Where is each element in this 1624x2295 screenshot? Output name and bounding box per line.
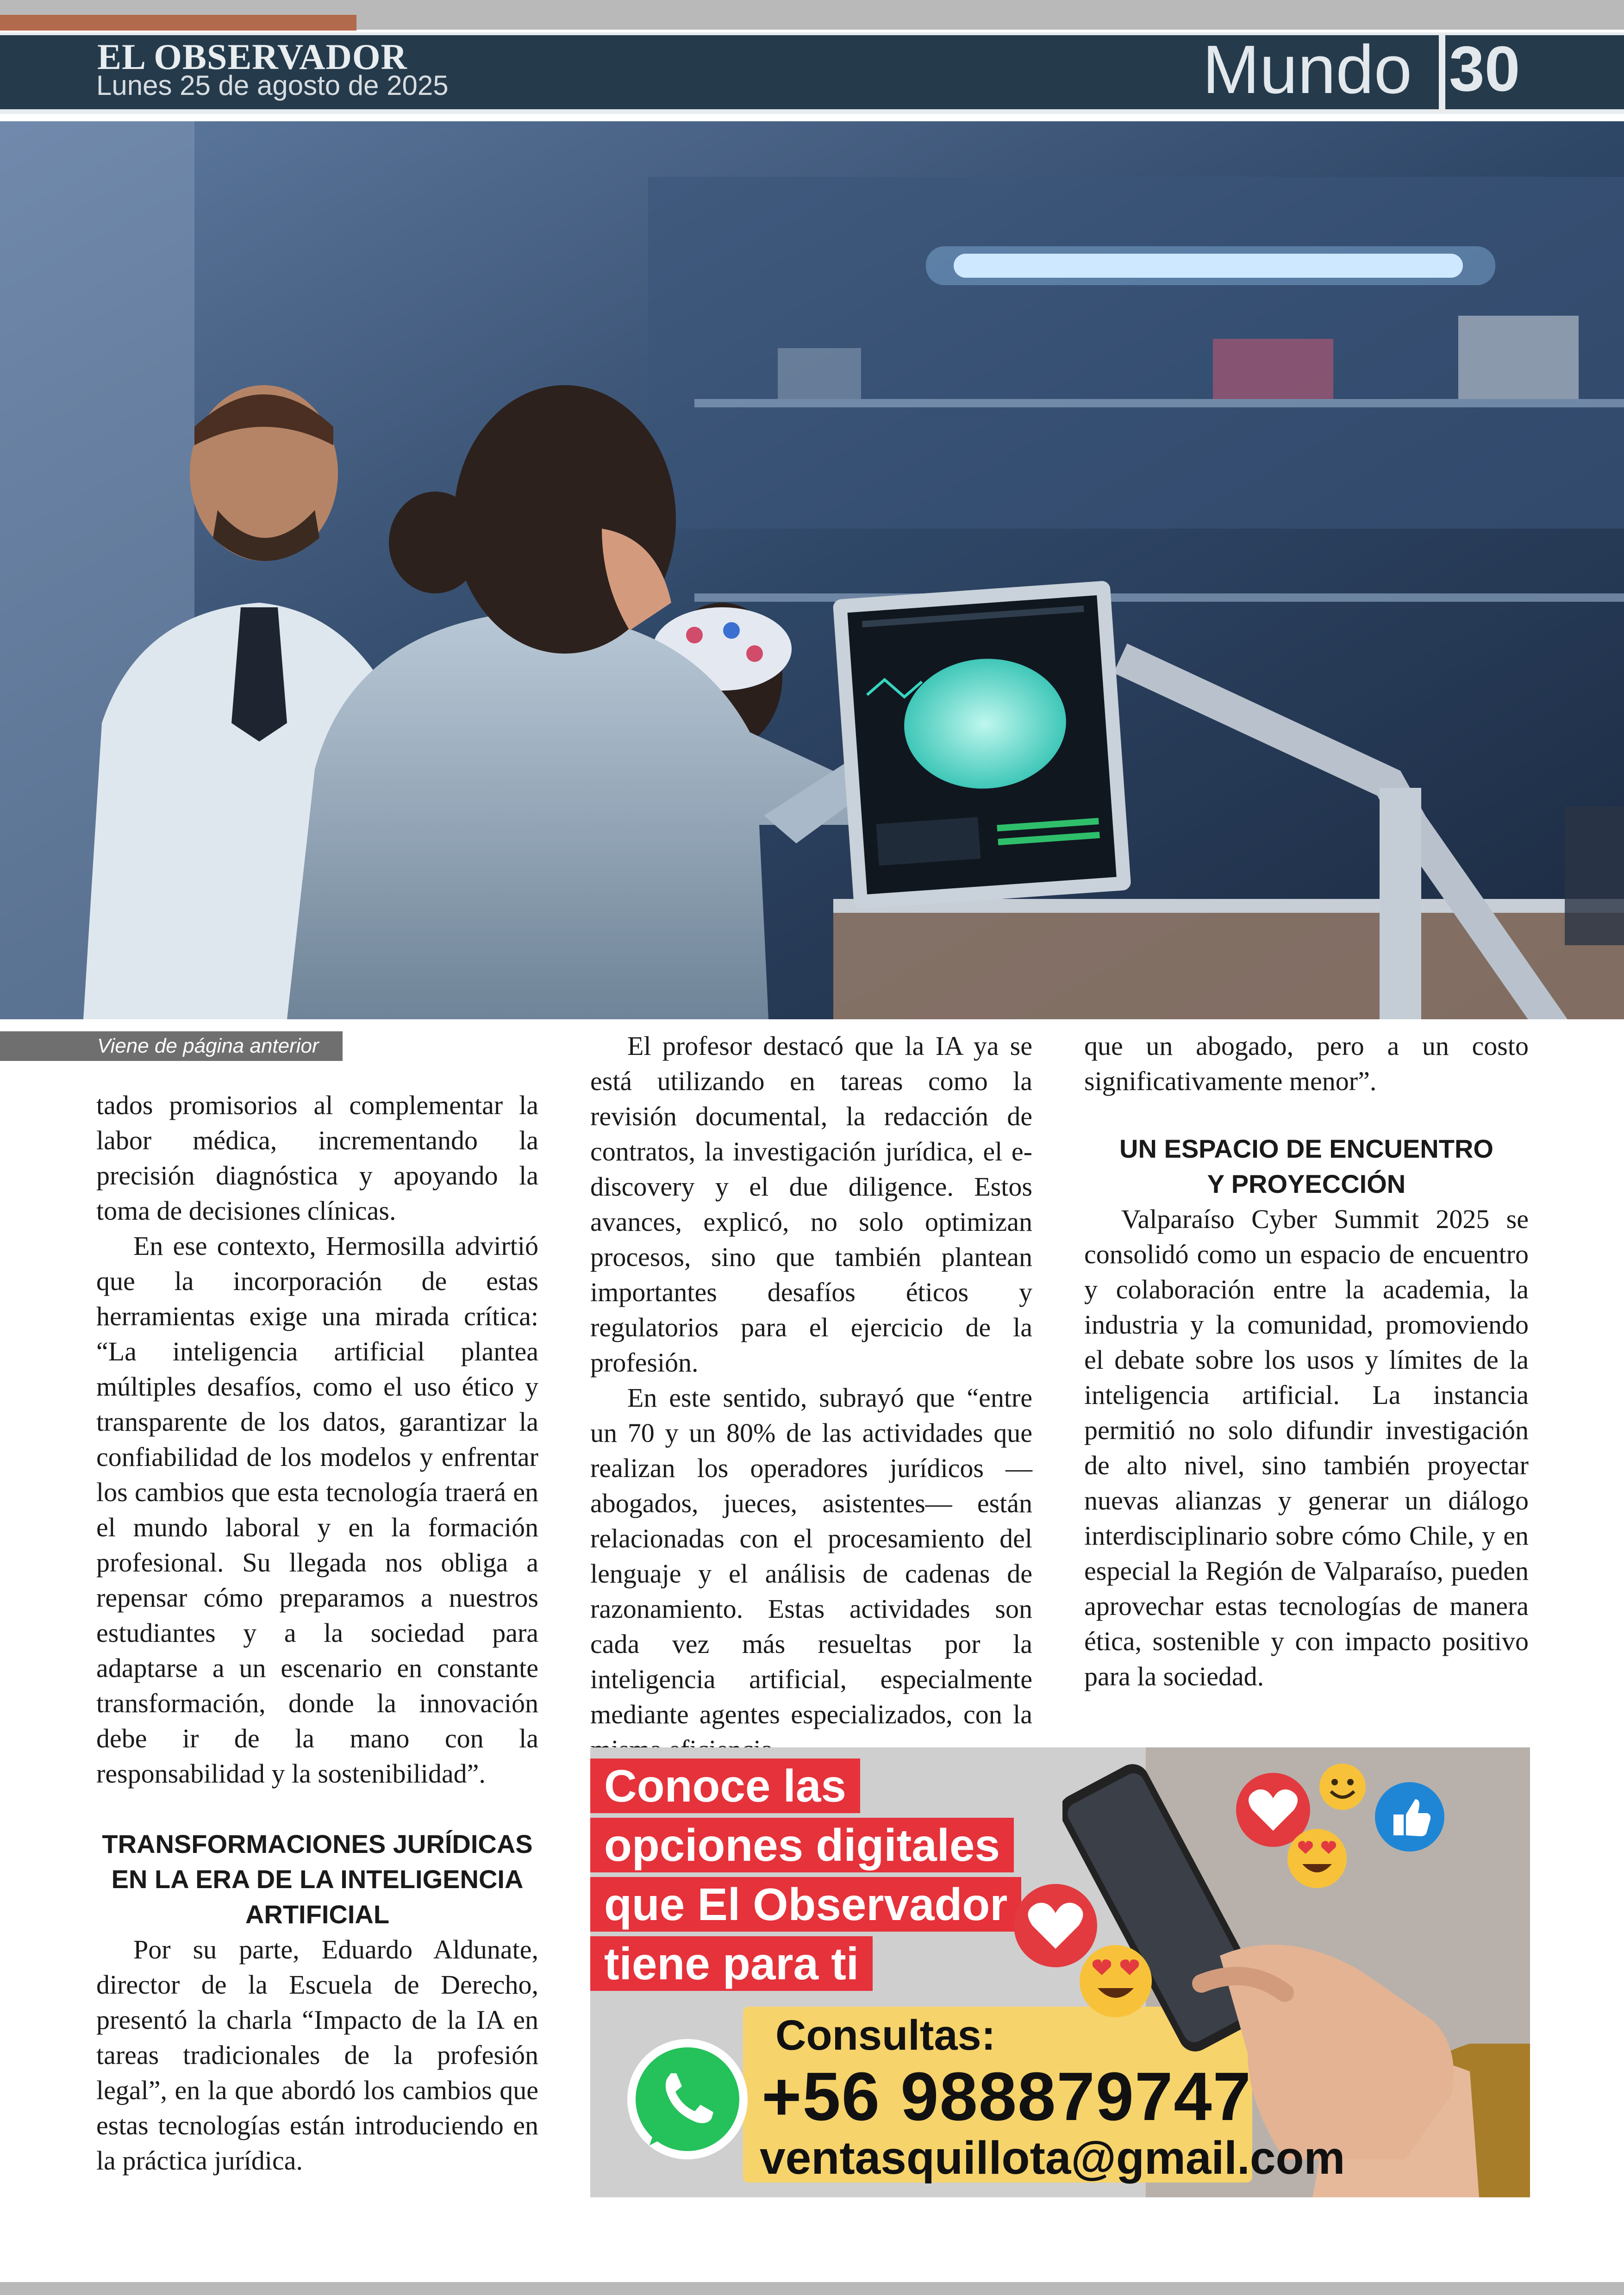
article-paragraph: En ese contexto, Hermosilla advirtió que la incorporación de estas herramientas exige una mirada crítica: “La inteligencia artificial plantea múltiples desafíos, como el uso ético y transparente de los datos, garantizar la confiabilidad de los modelos y enfrentar los cambios que esta tecnología traerá en el mundo laboral y en la formación profesional. Su llegada nos obliga a repensar cómo preparamos a nuestros estudiantes y a la sociedad para adaptarse a un escenario en constante transformación, donde la innovación debe ir de la mano con la responsabilidad y la sostenibilidad”. [96,1231,538,1789]
article-paragraph: El profesor destacó que la IA ya se está utilizando en tareas como la revisión documental, la redacción de contratos, la investigación jurídica, el e-discovery y el due diligence. Estos avances, explicó, no solo optimizan procesos, sino que también plantean importantes desafíos éticos y regulatorios para el ejercicio de la profesión. [590,1031,1032,1378]
subhead-line: Y PROYECCIÓN [1207,1169,1406,1198]
continuation-tag: Viene de página anterior [0,1031,343,1061]
ad-headline-line: Conoce las [590,1759,860,1813]
article-column-1 [96,1088,538,2178]
article-column-3 [1084,1029,1529,1694]
top-accent-bar [0,15,356,31]
page-number: 30 [1449,33,1520,105]
article-subhead [1084,1131,1529,1202]
article-paragraph: tados promisorios al complementar la labor médica, incrementando la precisión diagnóstica y apoyando la toma de decisiones clínicas. [96,1090,538,1226]
laboratory-photo-illustration [0,121,1624,1019]
subhead-line: UN ESPACIO DE ENCUENTRO [1119,1134,1493,1163]
article-paragraph: que un abogado, pero a un costo significativamente menor”. [1084,1031,1529,1096]
thumbs-up-icon [1373,1780,1447,1854]
advertisement[interactable] [590,1747,1530,2197]
issue-date: Lunes 25 de agosto de 2025 [96,70,449,101]
page-number-divider [1439,35,1445,111]
smile-emoji-icon [1317,1761,1368,1812]
ad-consult-label: Consultas: [775,2012,996,2059]
article-paragraph: En este sentido, subrayó que “entre un 70 y un 80% de las actividades que realizan los operadores jurídicos —abogados, jueces, asistentes— están relacionadas con el procesamiento del lenguaje y el análisis de cadenas de razonamiento. Estas actividades son cada vez más resueltas por la inteligencia artificial, especialmente mediante agentes especializados, con la [590,1383,1032,1729]
bottom-gray-band [0,2282,1624,2295]
article-column-2 [590,1029,1032,1767]
ad-headline-line: opciones digitales [590,1818,1014,1872]
ad-headline-line: que El Observador [590,1877,1021,1932]
heart-eyes-emoji-icon [1076,1942,1155,2021]
laboratory-photo [0,121,1624,1019]
whatsapp-icon [623,2034,752,2164]
newspaper-name: EL OBSERVADOR [97,37,407,77]
section-title: Mundo [1202,31,1412,108]
article-subhead: TRANSFORMACIONES JURÍDICAS EN LA ERA DE LA INTELIGENCIA ARTIFICIAL [102,1829,533,1929]
article-paragraph: Por su parte, Eduardo Aldunate, director de la Escuela de Derecho, presentó la charla “Impacto de la IA en tareas tradicionales de la profesión legal”, en la que abordó los cambios que estas tecnologías están introduciendo en la práctica jurídica. [96,1934,538,2176]
ad-email-address[interactable]: ventasquillota@gmail.com [760,2132,1345,2184]
ad-headline-line: tiene para ti [590,1936,873,1991]
article-paragraph: Valparaíso Cyber Summit 2025 se consolidó como un espacio de encuentro y colaboración entre la academia, la industria y la comunidad, promoviendo el debate sobre los usos y límites de la inteligencia artificial. La instancia permitió no solo difundir investigación de alto nivel, sino también proyectar nuevas alianzas y generar un diálogo interdisciplinario sobre cómo Chile, y en especial la Región de Valparaíso, pueden aprovechar estas tecnologías de manera ética, sostenible y con impacto positivo para la sociedad. [1084,1204,1529,1691]
ad-phone-number[interactable]: +56 988879747 [762,2058,1252,2135]
heart-eyes-emoji-icon [1285,1826,1349,1891]
